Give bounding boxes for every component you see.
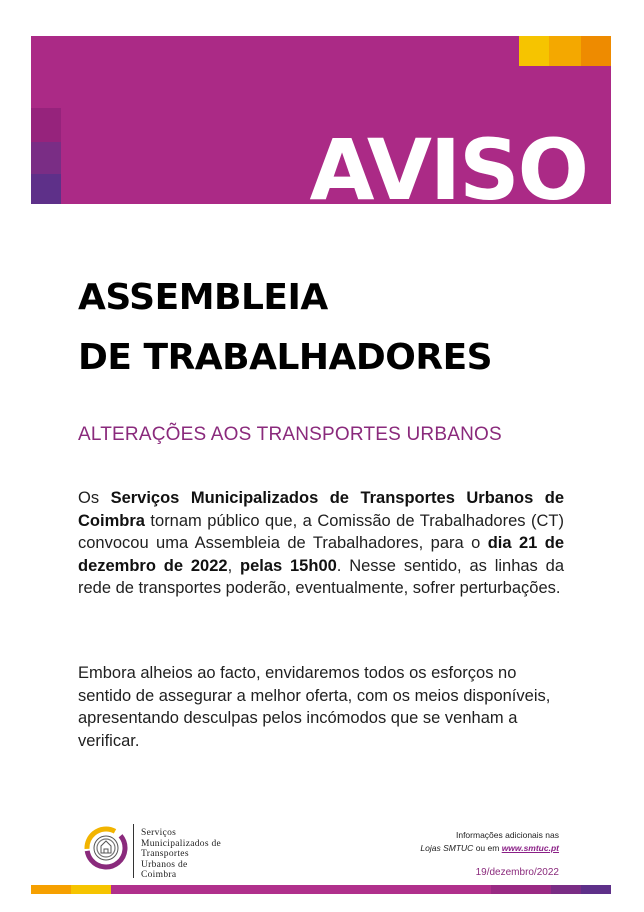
additional-info bbox=[420, 829, 559, 855]
title-line-2: DE TRABALHADORES bbox=[78, 337, 493, 378]
org-line-2: Municipalizados de bbox=[141, 838, 222, 849]
aviso-heading: AVISO bbox=[309, 121, 587, 219]
org-line-4: Urbanos de bbox=[141, 859, 188, 870]
smtuc-logo-icon bbox=[84, 826, 128, 875]
para1-time: pelas 15h00 bbox=[239, 556, 337, 575]
page-title bbox=[78, 268, 492, 388]
para1-date: dia 21 de dezembro de 2022 bbox=[78, 534, 564, 575]
title-line-1: ASSEMBLEIA bbox=[78, 277, 328, 318]
aviso-banner bbox=[31, 36, 611, 219]
organization-name bbox=[141, 828, 221, 881]
bar-segment-magenta bbox=[111, 885, 491, 894]
para1-text-3: , bbox=[227, 556, 240, 575]
bar-segment-purple bbox=[551, 885, 581, 894]
banner-tile-yellow-2 bbox=[549, 36, 581, 66]
info-stores: Lojas SMTUC bbox=[420, 843, 474, 853]
org-line-3: Transportes bbox=[141, 849, 189, 859]
banner-tile-purple-2 bbox=[31, 142, 61, 174]
bar-segment-dark-magenta bbox=[491, 885, 551, 894]
subtitle: ALTERAÇÕES AOS TRANSPORTES URBANOS bbox=[78, 424, 502, 445]
banner-tile-purple-3 bbox=[31, 174, 61, 204]
website-link[interactable]: www.smtuc.pt bbox=[501, 843, 559, 853]
org-line-1: Serviços bbox=[141, 828, 177, 838]
bottom-color-bar bbox=[31, 885, 611, 894]
para1-text-2: tornam público que, a Comissão de Trabalhadores (CT) convocou uma Assembleia de Trabalhadores, para o bbox=[78, 511, 564, 552]
publication-date: 19/dezembro/2022 bbox=[475, 867, 559, 878]
banner-tile-orange bbox=[581, 36, 611, 66]
banner-tile-purple-1 bbox=[31, 108, 61, 142]
info-line-1: Informações adicionais nas bbox=[455, 830, 559, 840]
para1-text-4: . Nesse sentido, as linhas da rede de transportes poderão, eventualmente, sofrer perturbações. bbox=[78, 556, 564, 597]
paragraph-apology: Embora alheios ao facto, envidaremos todos os esforços no sentido de assegurar a melhor oferta, com os meios disponíveis, apresentando desculpas pelos incómodos que se venham a verificar. bbox=[78, 664, 551, 750]
bar-segment-orange bbox=[31, 885, 71, 894]
org-line-5: Coimbra bbox=[141, 870, 177, 880]
info-line-2 bbox=[420, 842, 559, 855]
banner-tile-yellow-1 bbox=[519, 36, 549, 66]
paragraph-announcement bbox=[78, 487, 564, 600]
bar-segment-violet bbox=[581, 885, 611, 894]
logo-divider bbox=[133, 824, 134, 878]
bar-segment-yellow bbox=[71, 885, 111, 894]
para1-organization: Serviços Municipalizados de Transportes Urbanos de Coimbra bbox=[78, 489, 564, 530]
info-connector: ou em bbox=[473, 843, 502, 853]
para1-text-1: Os bbox=[78, 489, 111, 507]
